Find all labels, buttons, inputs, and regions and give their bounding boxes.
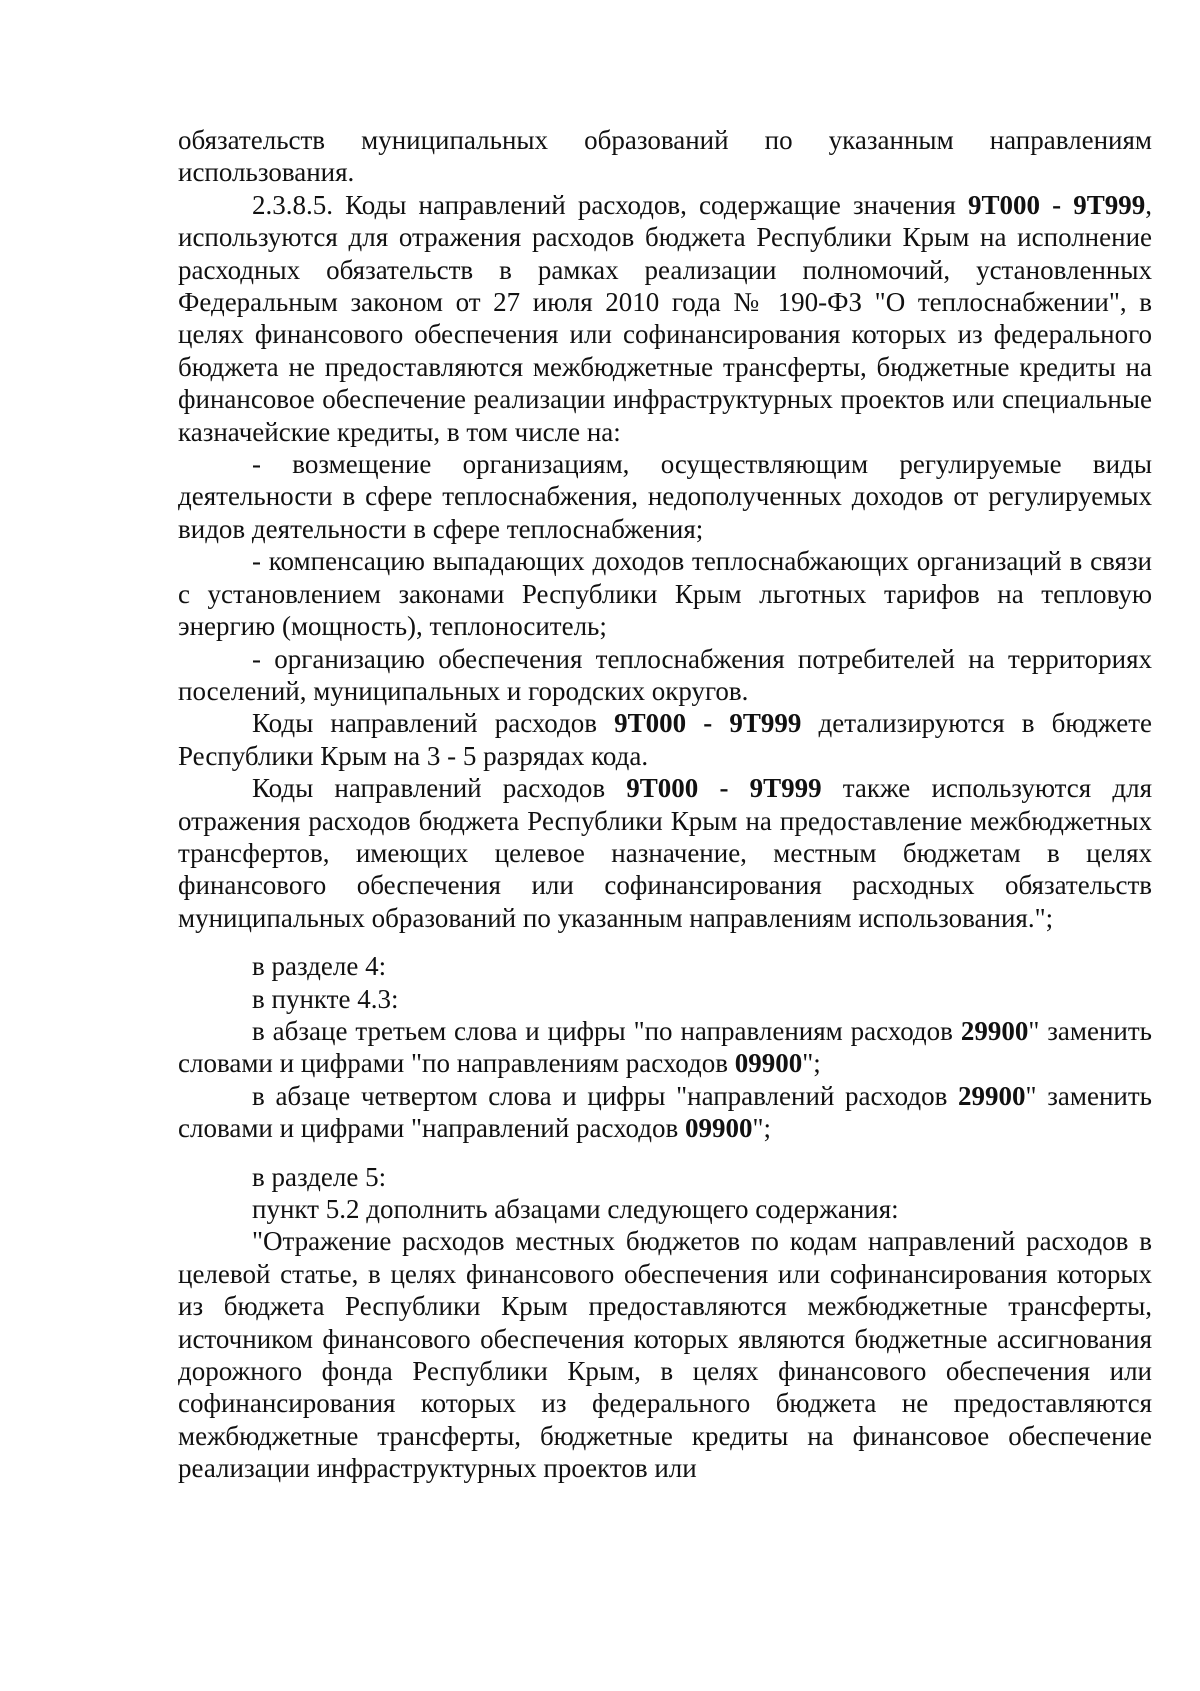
paragraph-6 [178, 772, 1152, 934]
paragraph-text: "; [802, 1048, 821, 1079]
paragraph-9 [178, 1015, 1152, 1080]
paragraph-text: - возмещение организациям, осуществляющим регулируемые виды деятельности в сфере теплоснабжения, недополученных доходов от регулируемых видов деятельности в сфере теплоснабжения; [178, 449, 1152, 544]
paragraph-2 [178, 448, 1152, 545]
paragraph-1 [178, 189, 1152, 448]
paragraph-text: - компенсацию выпадающих доходов теплоснабжающих организаций в связи с установлением законами Республики Крым льготных тарифов на тепловую энергию (мощность), теплоноситель; [178, 546, 1152, 642]
paragraph-text: Коды направлений расходов [252, 773, 627, 804]
paragraph-text: " заменить словами и цифрами "по направлениям расходов [178, 1015, 1152, 1079]
paragraph-11 [178, 1161, 1152, 1193]
paragraph-4 [178, 643, 1152, 708]
paragraph-5 [178, 707, 1152, 772]
paragraph-text: также используются для отражения расходов бюджета Республики Крым на предоставление межбюджетных трансфертов, имеющих целевое назначение, местным бюджетам в целях финансового обеспечения или софинансирования расходных обязательств муниципальных образований по указанным направлениям использования."; [178, 773, 1153, 933]
paragraph-text: в разделе 4: [252, 951, 387, 982]
bold-code-text: 09900 [734, 1048, 803, 1079]
bold-code-text: 9Т000 - 9Т999 [626, 773, 822, 804]
paragraph-12 [178, 1193, 1152, 1225]
bold-code-text: 9Т000 - 9Т999 [967, 189, 1146, 220]
paragraph-text: " заменить словами и цифрами "направлений расходов [178, 1080, 1152, 1144]
document-page [178, 124, 1152, 1485]
paragraph-text: Коды направлений расходов [252, 708, 615, 739]
paragraph-3 [178, 545, 1152, 642]
paragraph-text: пункт 5.2 дополнить абзацами следующего содержания: [252, 1194, 899, 1224]
bold-code-text: 29900 [960, 1015, 1029, 1046]
bold-code-text: 9Т000 - 9Т999 [614, 708, 802, 739]
paragraph-text: "; [752, 1113, 772, 1144]
paragraph-text: 2.3.8.5. Коды направлений расходов, содержащие значения [252, 189, 968, 220]
paragraph-text: обязательств муниципальных образований по указанным направлениям использования. [178, 125, 1152, 188]
paragraph-text: в абзаце третьем слова и цифры "по направлениям расходов [252, 1015, 961, 1046]
paragraph-text: , используются для отражения расходов бюджета Республики Крым на исполнение расходных обязательств в рамках реализации полномочий, установленных Федеральным законом от 27 июля 2010 года № 190-ФЗ "О теплоснабжении", в целях финансового обеспечения или софинансирования которых из федерального бюджета не предоставляются межбюджетные трансферты, бюджетные кредиты на финансовое обеспечение реализации инфраструктурных проектов или специальные казначейские кредиты, в том числе на: [178, 189, 1153, 447]
paragraph-text: детализируются в бюджете Республики Крым на 3 - 5 разрядах кода. [178, 708, 1152, 771]
bold-code-text: 09900 [685, 1113, 753, 1144]
paragraph-13 [178, 1225, 1152, 1484]
paragraph-text: - организацию обеспечения теплоснабжения потребителей на территориях поселений, муниципальных и городских округов. [178, 643, 1152, 706]
paragraph-text: "Отражение расходов местных бюджетов по кодам направлений расходов в целевой статье, в целях финансового обеспечения или софинансирования которых из бюджета Республики Крым предоставляются межбюджетные трансферты, источником финансового обеспечения которых являются бюджетные ассигнования дорожного фонда Республики Крым, в целях финансового обеспечения или софинансирования которых из федерального бюджета не предоставляются межбюджетные трансферты, бюджетные кредиты на финансовое обеспечение реализации инфраструктурных проектов или [178, 1226, 1152, 1484]
paragraph-8 [178, 983, 1152, 1015]
paragraph-10 [178, 1080, 1152, 1145]
paragraph-text: в абзаце четвертом слова и цифры "направлений расходов [252, 1080, 959, 1111]
paragraph-0 [178, 124, 1152, 189]
paragraph-7 [178, 950, 1152, 982]
paragraph-text: в разделе 5: [252, 1161, 387, 1192]
paragraph-text: в пункте 4.3: [252, 983, 399, 1014]
bold-code-text: 29900 [958, 1080, 1026, 1111]
